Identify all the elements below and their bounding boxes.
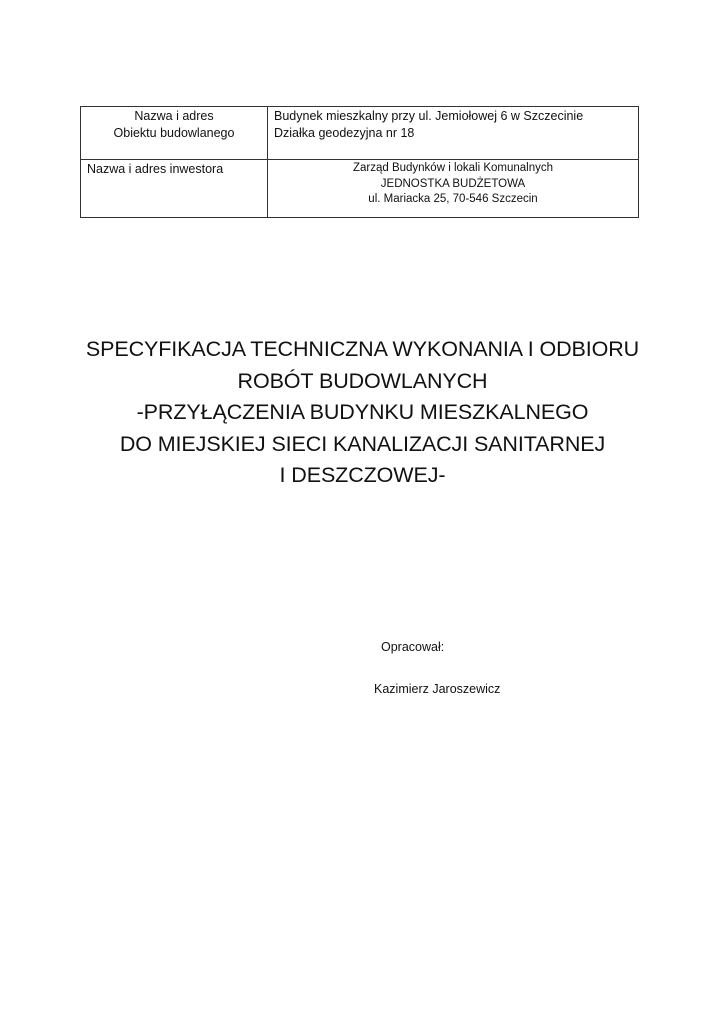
object-plot-number: Działka geodezyjna nr 18 bbox=[274, 126, 415, 140]
investor-name: Zarząd Budynków i lokali Komunalnych bbox=[352, 162, 554, 174]
title-line-1: SPECYFIKACJA TECHNICZNA WYKONANIA I ODBIORU bbox=[85, 337, 640, 361]
author-name: Kazimierz Jaroszewicz bbox=[374, 682, 501, 696]
object-row bbox=[81, 107, 639, 160]
investor-value-cell bbox=[268, 160, 639, 218]
object-address: Budynek mieszkalny przy ul. Jemiołowej 6 w Szczecinie bbox=[274, 109, 584, 123]
prepared-by-label: Opracował: bbox=[381, 640, 445, 654]
object-label-line-2: Obiektu budowlanego bbox=[113, 126, 235, 140]
investor-label-cell bbox=[81, 160, 268, 218]
object-value-cell bbox=[268, 107, 639, 160]
investor-address: ul. Mariacka 25, 70-546 Szczecin bbox=[368, 193, 538, 205]
title-line-2: ROBÓT BUDOWLANYCH bbox=[237, 368, 488, 393]
title-line-5: I DESZCZOWEJ- bbox=[279, 463, 446, 487]
object-label-cell bbox=[81, 107, 268, 160]
investor-row bbox=[81, 160, 639, 218]
title-line-3: -PRZYŁĄCZENIA BUDYNKU MIESZKALNEGO bbox=[136, 400, 589, 424]
document-title bbox=[0, 334, 725, 492]
investor-label: Nazwa i adres inwestora bbox=[87, 162, 224, 176]
investor-type: JEDNOSTKA BUDŻETOWA bbox=[380, 177, 526, 190]
title-line-4: DO MIEJSKIEJ SIECI KANALIZACJI SANITARNEJ bbox=[119, 431, 606, 456]
project-info-table bbox=[80, 106, 639, 218]
object-label-line-1: Nazwa i adres bbox=[134, 109, 214, 123]
